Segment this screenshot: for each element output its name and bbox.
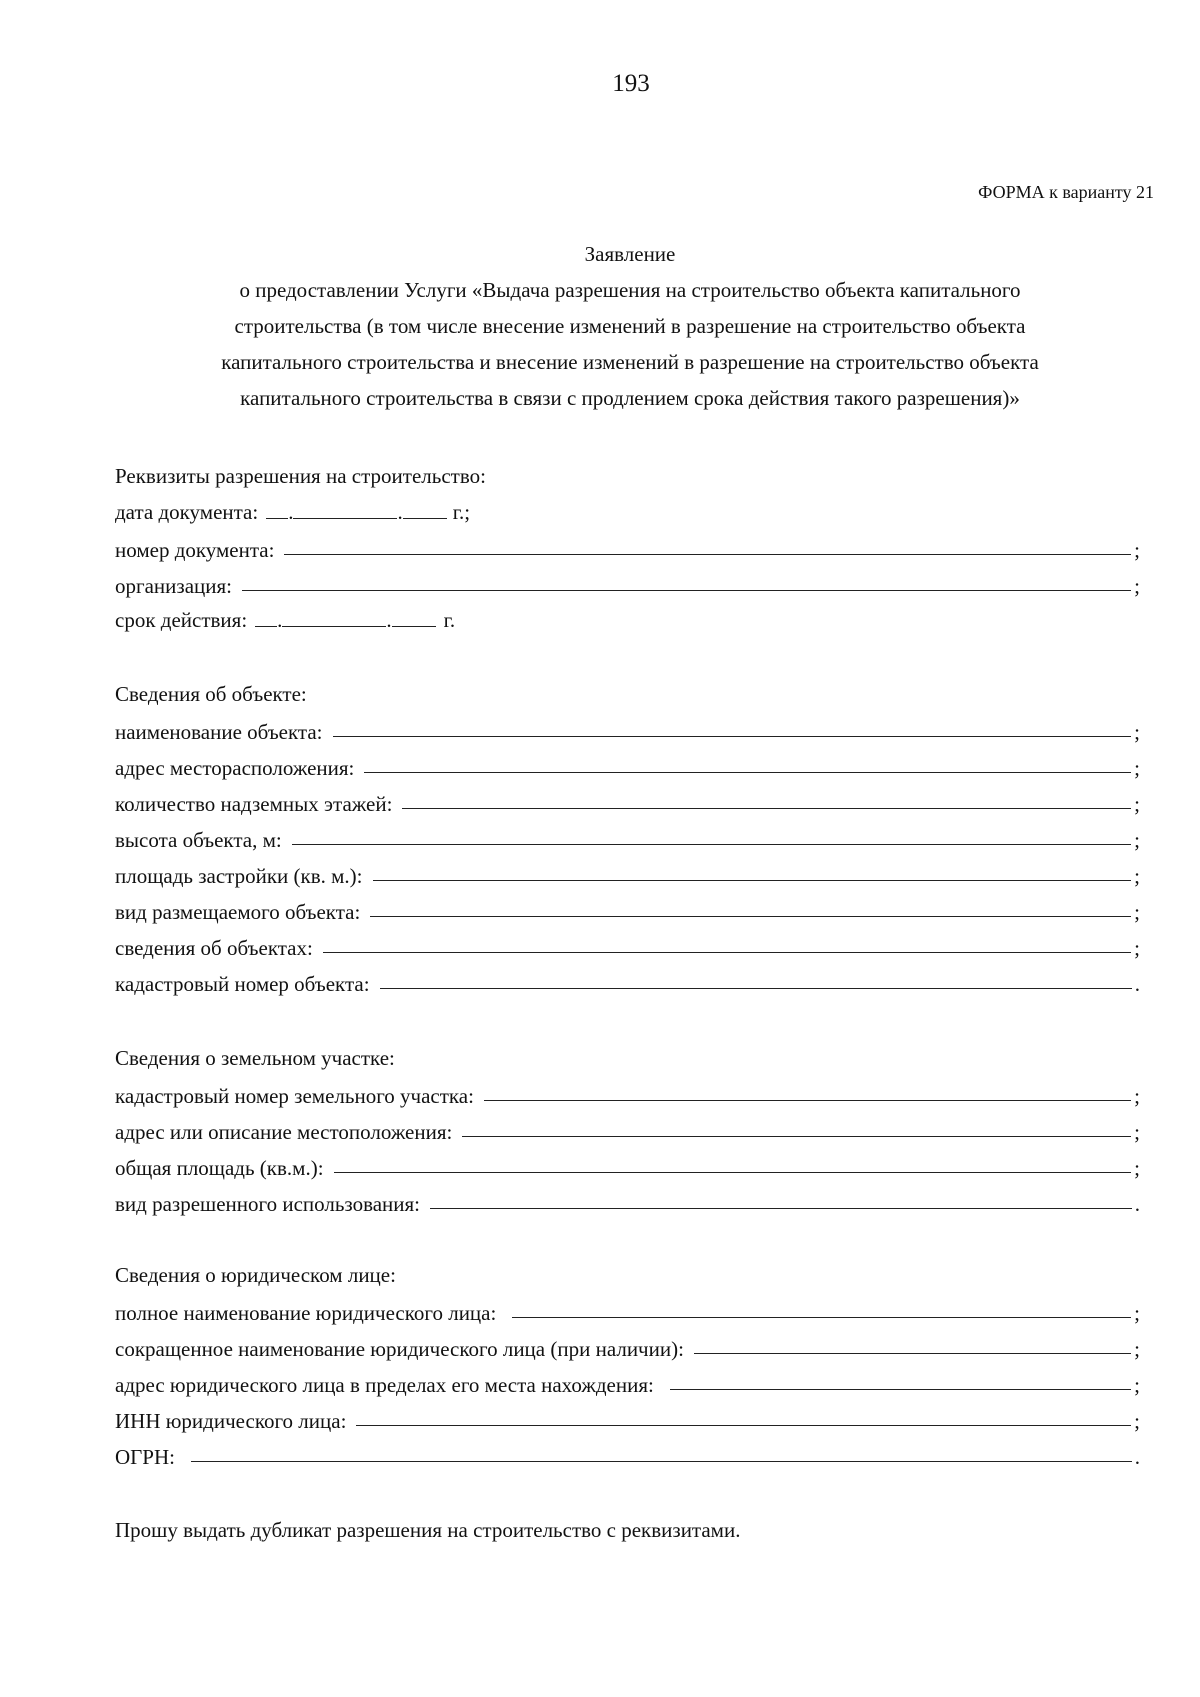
object-section [115, 676, 1140, 1000]
object-field-row [115, 856, 1140, 892]
validity-year-field[interactable] [392, 602, 436, 627]
validity-day-field[interactable] [255, 602, 277, 627]
title-line: капитального строительства в связи с продлением срока действия такого разрешения)» [240, 386, 1020, 410]
legal-field-label: сокращенное наименование юридического лица (при наличии): [115, 1337, 684, 1361]
legal-field-row [115, 1329, 1140, 1365]
title-line: строительства (в том числе внесение изменений в разрешение на строительство объекта [234, 314, 1026, 338]
legal-section [115, 1257, 1140, 1473]
document-heading: Заявление [584, 242, 676, 266]
land-section [115, 1040, 1140, 1220]
field-end: ; [1134, 1084, 1140, 1108]
permit-validity-label: срок действия: [115, 608, 248, 632]
land-field-label: вид разрешенного использования: [115, 1192, 421, 1216]
permit-org-label: организация: [115, 574, 232, 598]
date-month-field[interactable] [293, 494, 397, 519]
permit-validity-row: срок действия: . . г. [115, 602, 1140, 638]
legal-ogrn-field[interactable] [191, 1435, 1132, 1462]
legal-field-row [115, 1293, 1140, 1329]
legal-field-label: ИНН юридического лица: [115, 1409, 347, 1433]
land-address-field[interactable] [462, 1110, 1131, 1137]
form-reference: ФОРМА к варианту 21 [978, 182, 1154, 202]
request-text: Прошу выдать дубликат разрешения на строительство с реквизитами. [115, 1518, 741, 1542]
field-end: ; [1134, 864, 1140, 888]
date-year-field[interactable] [403, 494, 447, 519]
land-cadastral-field[interactable] [484, 1074, 1131, 1101]
permit-section-title: Реквизиты разрешения на строительство: [115, 464, 486, 488]
permit-number-row [115, 530, 1140, 566]
title-line: капитального строительства и внесение изменений в разрешение на строительство объекта [221, 350, 1039, 374]
object-field-label: адрес месторасположения: [115, 756, 355, 780]
field-end: ; [1134, 828, 1140, 852]
field-end: ; [1134, 1409, 1140, 1433]
legal-full-name-field[interactable] [512, 1291, 1131, 1318]
object-section-title: Сведения об объекте: [115, 682, 307, 706]
object-field-row [115, 892, 1140, 928]
legal-inn-field[interactable] [356, 1399, 1131, 1426]
land-field-row [115, 1112, 1140, 1148]
object-field-label: наименование объекта: [115, 720, 323, 744]
field-end: . [1134, 1445, 1140, 1469]
object-info-field[interactable] [323, 926, 1131, 953]
legal-short-name-field[interactable] [694, 1327, 1131, 1354]
field-end: ; [1134, 1156, 1140, 1180]
object-field-row [115, 928, 1140, 964]
object-type-field[interactable] [370, 890, 1131, 917]
object-cadastral-field[interactable] [380, 962, 1132, 989]
object-field-row [115, 748, 1140, 784]
land-area-field[interactable] [334, 1146, 1132, 1173]
date-day-field[interactable] [266, 494, 288, 519]
permit-org-field[interactable] [242, 564, 1131, 591]
object-field-label: кадастровый номер объекта: [115, 972, 370, 996]
field-end: ; [1134, 538, 1140, 562]
field-end: ; [1134, 1301, 1140, 1325]
legal-field-row [115, 1437, 1140, 1473]
legal-address-field[interactable] [670, 1363, 1131, 1390]
permit-org-row [115, 566, 1140, 602]
land-field-row [115, 1076, 1140, 1112]
field-end: ; [1134, 574, 1140, 598]
field-end: ; [1134, 900, 1140, 924]
title-line: о предоставлении Услуги «Выдача разрешения на строительство объекта капитального [239, 278, 1021, 302]
object-address-field[interactable] [364, 746, 1131, 773]
title-block [140, 236, 1120, 416]
field-end: ; [1134, 936, 1140, 960]
object-field-row [115, 712, 1140, 748]
field-end: ; [1134, 756, 1140, 780]
field-end: . [1134, 972, 1140, 996]
object-field-row [115, 820, 1140, 856]
field-end: ; [1134, 792, 1140, 816]
permit-date-label: дата документа: [115, 500, 259, 524]
land-field-label: адрес или описание местоположения: [115, 1120, 453, 1144]
object-floors-field[interactable] [402, 782, 1131, 809]
field-end: . [1134, 1192, 1140, 1216]
legal-field-row [115, 1401, 1140, 1437]
field-end: ; [1134, 1337, 1140, 1361]
land-field-label: общая площадь (кв.м.): [115, 1156, 324, 1180]
page-number: 193 [612, 70, 650, 97]
permit-validity-suffix: г. [443, 608, 456, 632]
legal-field-label: полное наименование юридического лица: [115, 1301, 497, 1325]
object-field-label: высота объекта, м: [115, 828, 282, 852]
legal-field-label: адрес юридического лица в пределах его места нахождения: [115, 1373, 654, 1397]
object-field-row [115, 964, 1140, 1000]
legal-field-label: ОГРН: [115, 1445, 175, 1469]
legal-section-title: Сведения о юридическом лице: [115, 1263, 396, 1287]
validity-month-field[interactable] [282, 602, 386, 627]
object-field-label: площадь застройки (кв. м.): [115, 864, 363, 888]
permit-date-suffix: г.; [452, 500, 471, 524]
land-field-row [115, 1184, 1140, 1220]
object-field-label: количество надземных этажей: [115, 792, 393, 816]
field-end: ; [1134, 1373, 1140, 1397]
permit-section [115, 458, 1140, 638]
object-height-field[interactable] [292, 818, 1131, 845]
object-field-row [115, 784, 1140, 820]
permit-number-label: номер документа: [115, 538, 275, 562]
field-end: ; [1134, 1120, 1140, 1144]
land-use-field[interactable] [430, 1182, 1132, 1209]
field-end: ; [1134, 720, 1140, 744]
object-area-field[interactable] [373, 854, 1132, 881]
object-name-field[interactable] [333, 710, 1132, 737]
land-field-row [115, 1148, 1140, 1184]
permit-number-field[interactable] [284, 528, 1131, 555]
object-field-label: сведения об объектах: [115, 936, 313, 960]
land-section-title: Сведения о земельном участке: [115, 1046, 395, 1070]
permit-date-row: дата документа: . . г.; [115, 494, 1140, 530]
legal-field-row [115, 1365, 1140, 1401]
object-field-label: вид размещаемого объекта: [115, 900, 361, 924]
land-field-label: кадастровый номер земельного участка: [115, 1084, 474, 1108]
